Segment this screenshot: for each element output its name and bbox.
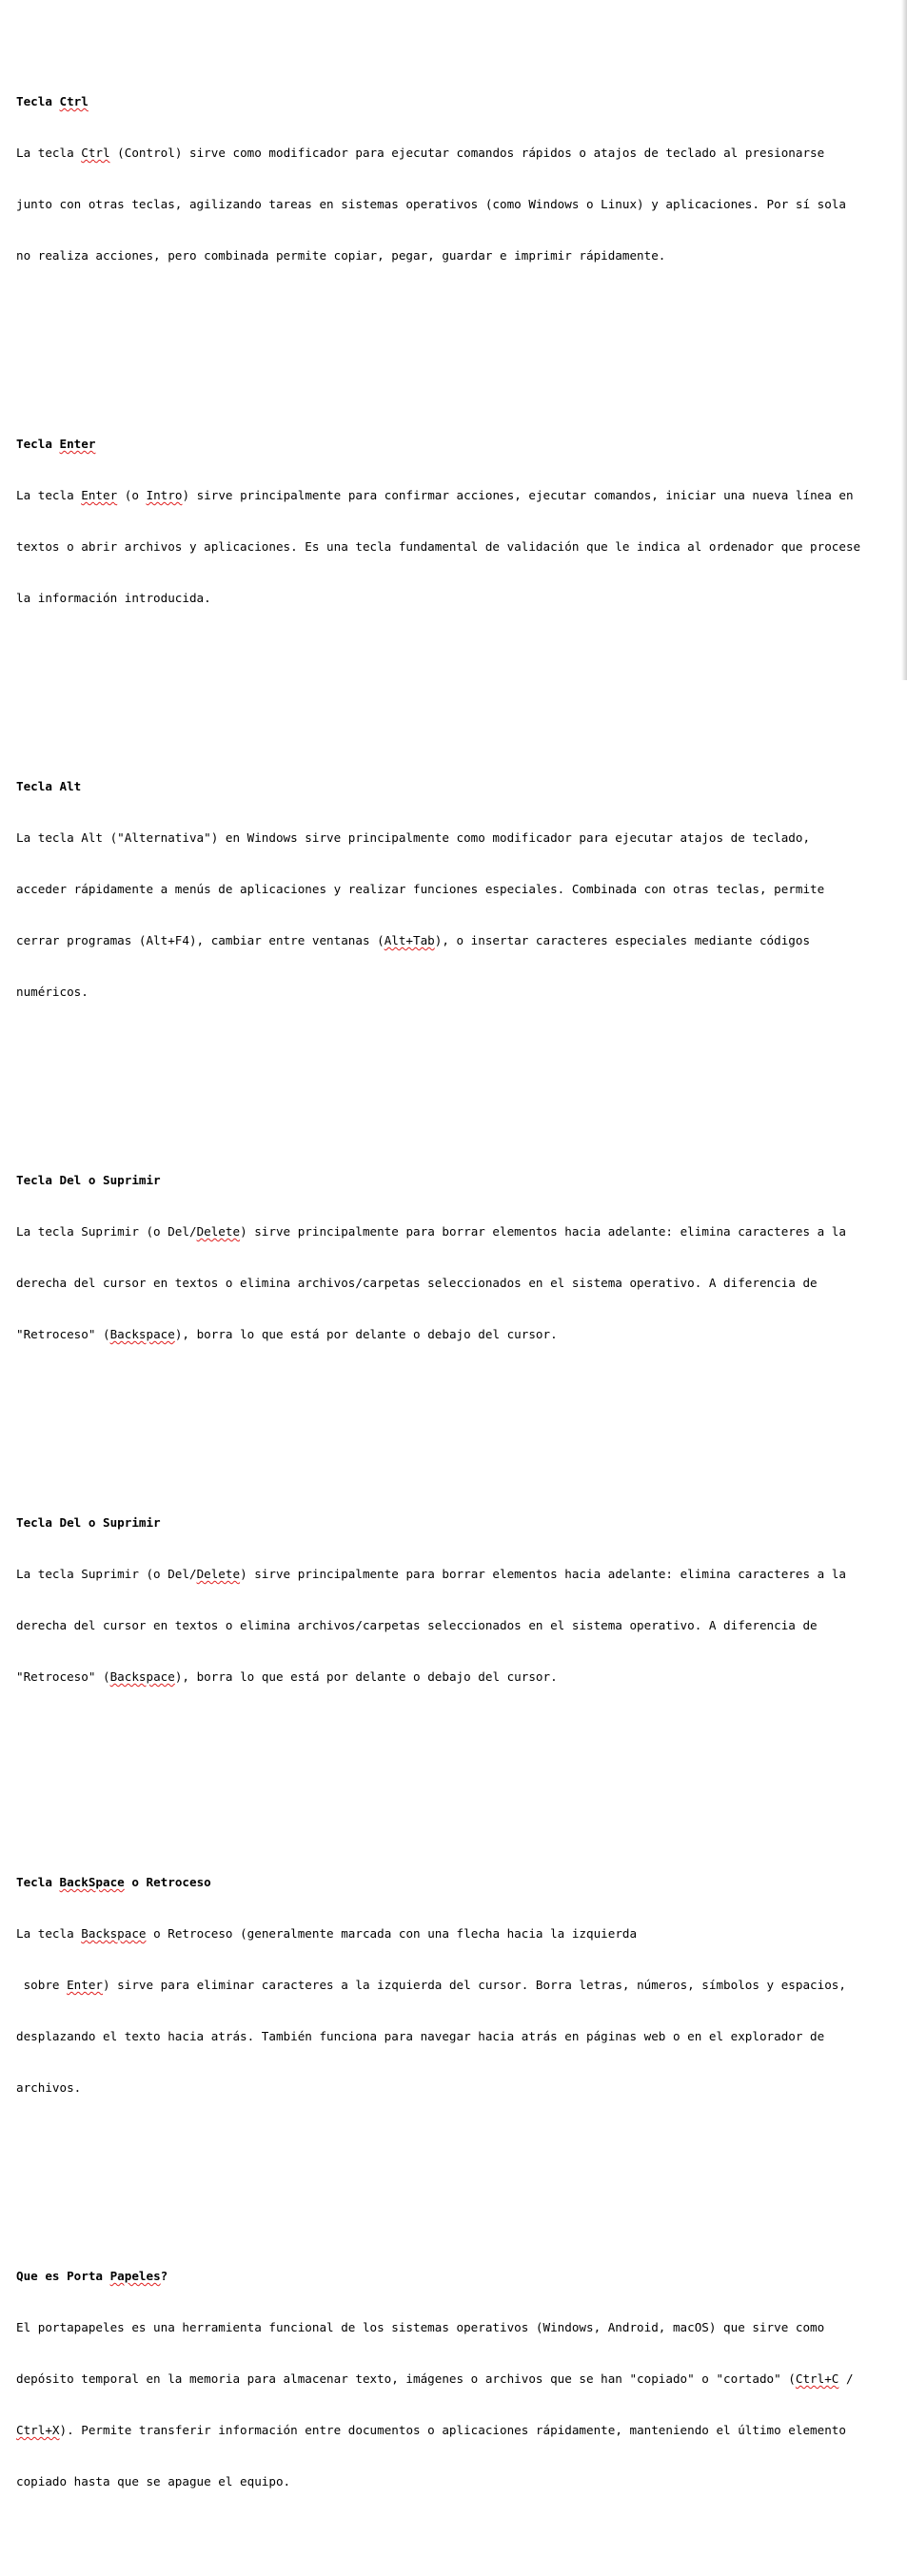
paragraph-line: "Retroceso" (Backspace), borra lo que está por delante o debajo del cursor. <box>16 1669 558 1684</box>
paragraph-line: sobre Enter) sirve para eliminar caracteres a la izquierda del cursor. Borra letras, números, símbolos y espacios, <box>16 1978 846 1992</box>
paragraph-line: numéricos. <box>16 985 89 999</box>
paragraph-line: La tecla Suprimir (o Del/Delete) sirve principalmente para borrar elementos hacia adelante: elimina caracteres a la <box>16 1567 846 1581</box>
paragraph-line: La tecla Enter (o Intro) sirve principalmente para confirmar acciones, ejecutar comandos, iniciar una nueva línea en <box>16 488 854 502</box>
paragraph-line: El portapapeles es una herramienta funcional de los sistemas operativos (Windows, Android, macOS) que sirve como <box>16 2320 825 2334</box>
section-title: Que es Porta Papeles? <box>16 2269 168 2283</box>
section-ctrl <box>16 59 907 299</box>
section-title: Tecla Del o Suprimir <box>16 1515 161 1530</box>
paragraph-line: acceder rápidamente a menús de aplicaciones y realizar funciones especiales. Combinada con otras teclas, permite <box>16 882 825 896</box>
paragraph-line: Ctrl+X). Permite transferir información entre documentos o aplicaciones rápidamente, manteniendo el último elemento <box>16 2423 846 2437</box>
section-suprimir <box>16 1138 907 1377</box>
paragraph-line: la información introducida. <box>16 591 211 605</box>
paragraph-line: derecha del cursor en textos o elimina archivos/carpetas seleccionados en el sistema operativo. A diferencia de <box>16 1276 818 1290</box>
paragraph-line: derecha del cursor en textos o elimina archivos/carpetas seleccionados en el sistema operativo. A diferencia de <box>16 1618 818 1632</box>
paragraph-line: "Retroceso" (Backspace), borra lo que está por delante o debajo del cursor. <box>16 1327 558 1341</box>
section-title: Tecla BackSpace o Retroceso <box>16 1875 211 1889</box>
section-alt <box>16 744 907 1035</box>
section-enter <box>16 401 907 641</box>
paragraph-line: desplazando el texto hacia atrás. También funciona para navegar hacia atrás en páginas web o en el explorador de <box>16 2029 825 2043</box>
section-title: Tecla Del o Suprimir <box>16 1173 161 1187</box>
section-portapapeles <box>16 2234 907 2525</box>
paragraph-line: depósito temporal en la memoria para almacenar texto, imágenes o archivos que se han "copiado" o "cortado" (Ctrl+C / <box>16 2371 854 2386</box>
paragraph-line: La tecla Alt ("Alternativa") en Windows sirve principalmente como modificador para ejecutar atajos de teclado, <box>16 830 811 845</box>
paragraph-line: cerrar programas (Alt+F4), cambiar entre ventanas (Alt+Tab), o insertar caracteres especiales mediante códigos <box>16 933 811 947</box>
section-backspace <box>16 1840 907 2131</box>
paragraph-line: La tecla Backspace o Retroceso (generalmente marcada con una flecha hacia la izquierda <box>16 1926 638 1941</box>
paragraph-line: no realiza acciones, pero combinada permite copiar, pegar, guardar e imprimir rápidamente. <box>16 248 666 263</box>
paragraph-line: junto con otras teclas, agilizando tareas en sistemas operativos (como Windows o Linux) y aplicaciones. Por sí sola <box>16 197 846 211</box>
section-suprimir-duplicate <box>16 1480 907 1720</box>
paragraph-line: archivos. <box>16 2080 82 2095</box>
paragraph-line: copiado hasta que se apague el equipo. <box>16 2474 291 2488</box>
paragraph-line: textos o abrir archivos y aplicaciones. Es una tecla fundamental de validación que le indica al ordenador que procese <box>16 539 861 554</box>
section-title: Tecla Enter <box>16 437 96 451</box>
section-title: Tecla Ctrl <box>16 94 89 108</box>
paragraph-line: La tecla Suprimir (o Del/Delete) sirve principalmente para borrar elementos hacia adelante: elimina caracteres a la <box>16 1224 846 1239</box>
window-edge-shadow <box>901 0 907 680</box>
section-title: Tecla Alt <box>16 779 82 793</box>
paragraph-line: La tecla Ctrl (Control) sirve como modificador para ejecutar comandos rápidos o atajos de teclado al presionarse <box>16 146 825 160</box>
